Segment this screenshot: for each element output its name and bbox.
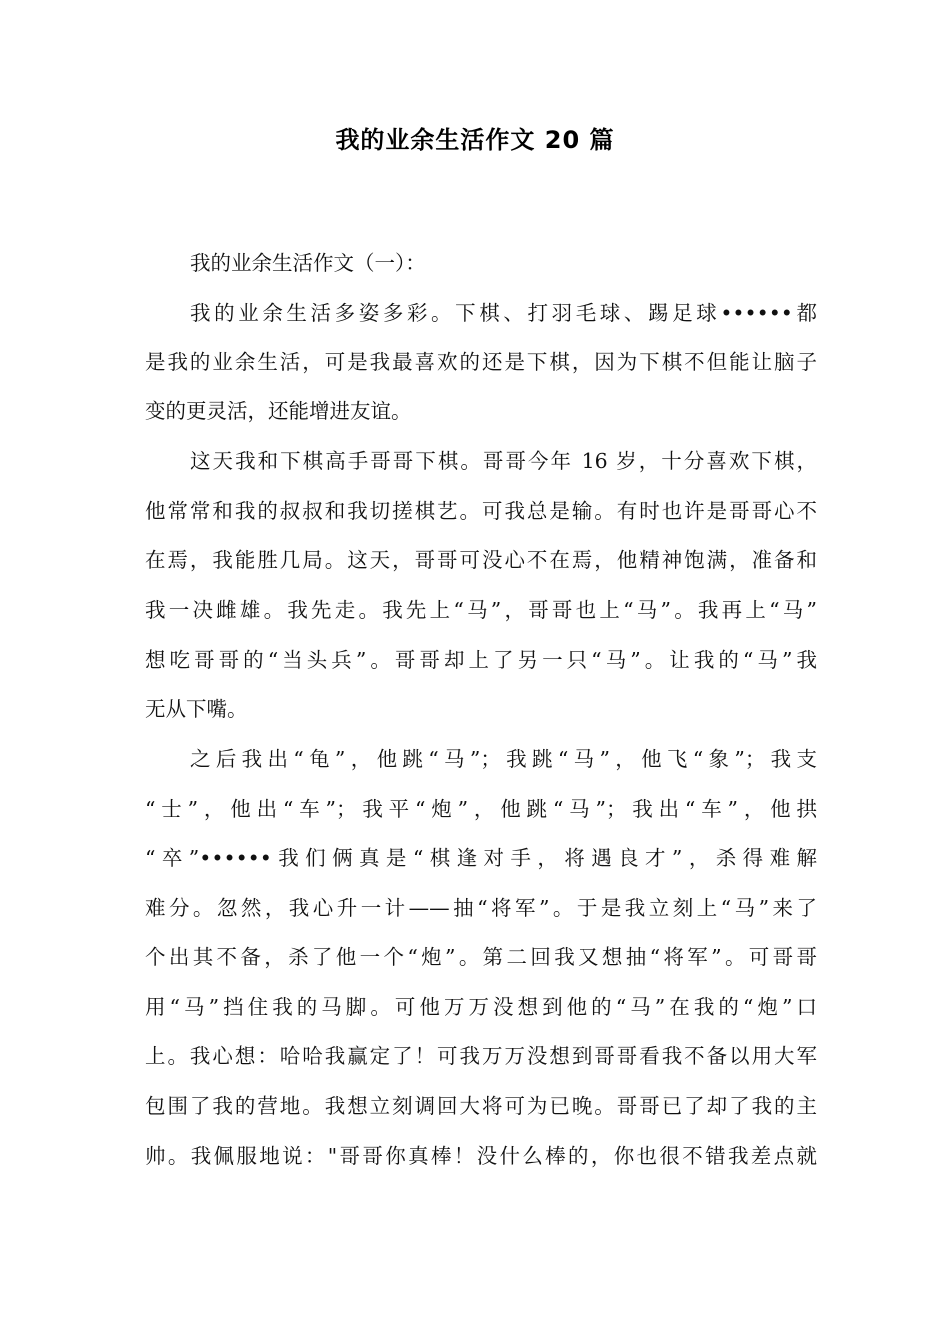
text-line: “士”，他出“车”；我平“炮”，他跳“马”；我出“车”，他拱 bbox=[145, 797, 817, 821]
text-line: 我的业余生活多姿多彩。下棋、打羽毛球、踢足球••••••都 bbox=[190, 301, 817, 325]
text-line: 这天我和下棋高手哥哥下棋。哥哥今年 16 岁，十分喜欢下棋， bbox=[190, 449, 817, 473]
text-line: 之后我出“龟”，他跳“马”；我跳“马”，他飞“象”；我支 bbox=[190, 747, 817, 771]
text-line: 个出其不备，杀了他一个“炮”。第二回我又想抽“将军”。可哥哥 bbox=[145, 945, 817, 969]
text-line: 想吃哥哥的“当头兵”。哥哥却上了另一只“马”。让我的“马”我 bbox=[145, 648, 817, 672]
text-line: 用“马”挡住我的马脚。可他万万没想到他的“马”在我的“炮”口 bbox=[145, 995, 817, 1019]
text-line: 难分。忽然，我心升一计——抽“将军”。于是我立刻上“马”来了 bbox=[145, 896, 817, 920]
text-line: 上。我心想：哈哈我赢定了！可我万万没想到哥哥看我不备以用大军 bbox=[145, 1044, 817, 1068]
text-line: 是我的业余生活，可是我最喜欢的还是下棋，因为下棋不但能让脑子 bbox=[145, 350, 817, 374]
text-line: 变的更灵活，还能增进友谊。 bbox=[145, 399, 412, 423]
document-title: 我的业余生活作文 20 篇 bbox=[335, 126, 615, 154]
text-line: “卒”••••••我们俩真是“棋逢对手，将遇良才”，杀得难解 bbox=[145, 846, 817, 870]
text-line: 帅。我佩服地说："哥哥你真棒！没什么棒的，你也很不错我差点就 bbox=[145, 1144, 817, 1168]
text-line: 我一决雌雄。我先走。我先上“马”，哥哥也上“马”。我再上“马” bbox=[145, 598, 817, 622]
text-line: 在焉，我能胜几局。这天，哥哥可没心不在焉，他精神饱满，准备和 bbox=[145, 548, 817, 572]
text-line: 包围了我的营地。我想立刻调回大将可为已晚。哥哥已了却了我的主 bbox=[145, 1094, 817, 1118]
section-heading: 我的业余生活作文（一）： bbox=[190, 251, 426, 275]
text-line: 无从下嘴。 bbox=[145, 697, 248, 721]
text-line: 他常常和我的叔叔和我切搓棋艺。可我总是输。有时也许是哥哥心不 bbox=[145, 499, 817, 523]
